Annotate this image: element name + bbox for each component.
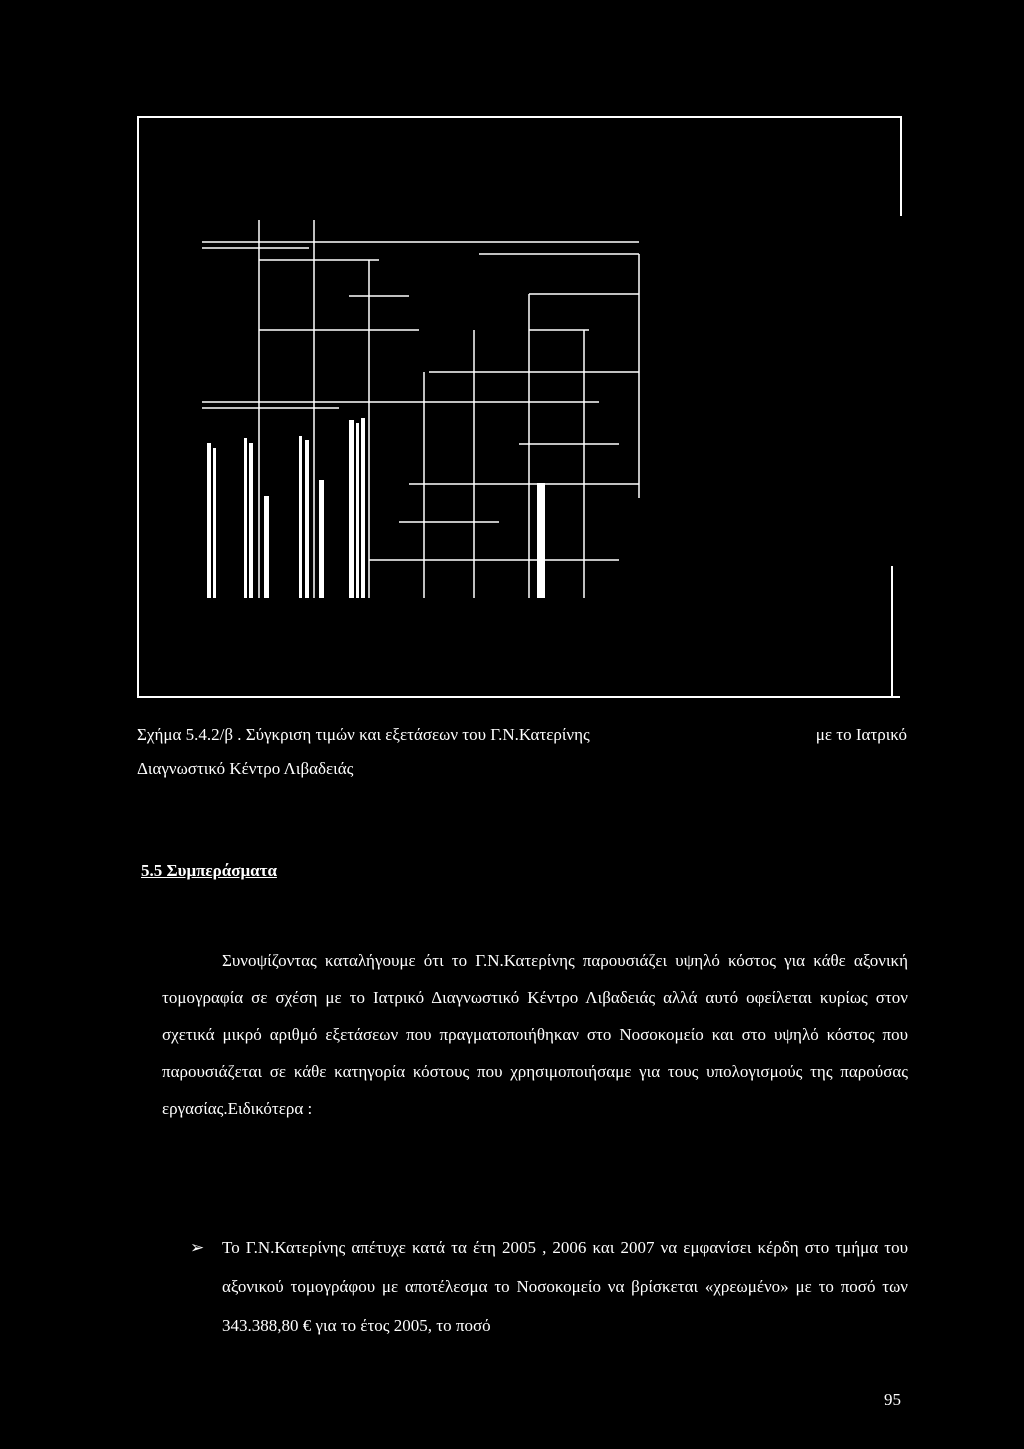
page-number: 95 [884, 1390, 901, 1409]
figure-chart-remnant [139, 118, 899, 698]
caption-line-2: Διαγνωστικό Κέντρο Λιβαδειάς [137, 759, 354, 778]
figure-caption [137, 718, 907, 786]
paragraph-text: Συνοψίζοντας καταλήγουμε ότι το Γ.Ν.Κατερίνης παρουσιάζει υψηλό κόστος για κάθε αξονική τομογραφία σε σχέση με το Ιατρικό Διαγνωστικό Κέντρο Λιβαδειάς αλλά αυτό οφείλεται κυρίως στον σχετικά μικρό αριθμό εξετάσεων που πραγματοποιήθηκαν στο Νοσοκομείο και στο υψηλό κόστος που παρουσιάζεται σε κάθε κατηγορία κόστους που χρησιμοποιήσαμε για τους υπολογισμούς της παρούσας εργασίας.Ειδικότερα : [162, 951, 908, 1118]
bullet-text: Το Γ.Ν.Κατερίνης απέτυχε κατά τα έτη 2005 , 2006 και 2007 να εμφανίσει κέρδη στο τμήμα του αξονικού τομογράφου με αποτέλεσμα το Νοσοκομείο να βρίσκεται «χρεωμένο» με το ποσό των 343.388,80 € για το έτος 2005, το ποσό [222, 1238, 908, 1335]
frame-edge [900, 116, 902, 216]
caption-line-1: Σχήμα 5.4.2/β . Σύγκριση τιμών και εξετάσεων του Γ.Ν.Κατερίνης [137, 725, 590, 744]
arrow-bullet-icon: ➢ [190, 1238, 205, 1257]
bullet-item [190, 1228, 908, 1345]
figure-frame [137, 116, 900, 698]
section-heading: 5.5 Συμπεράσματα [141, 861, 277, 880]
caption-line-1-end: με το Ιατρικό [815, 725, 907, 744]
conclusion-paragraph [162, 942, 908, 1127]
